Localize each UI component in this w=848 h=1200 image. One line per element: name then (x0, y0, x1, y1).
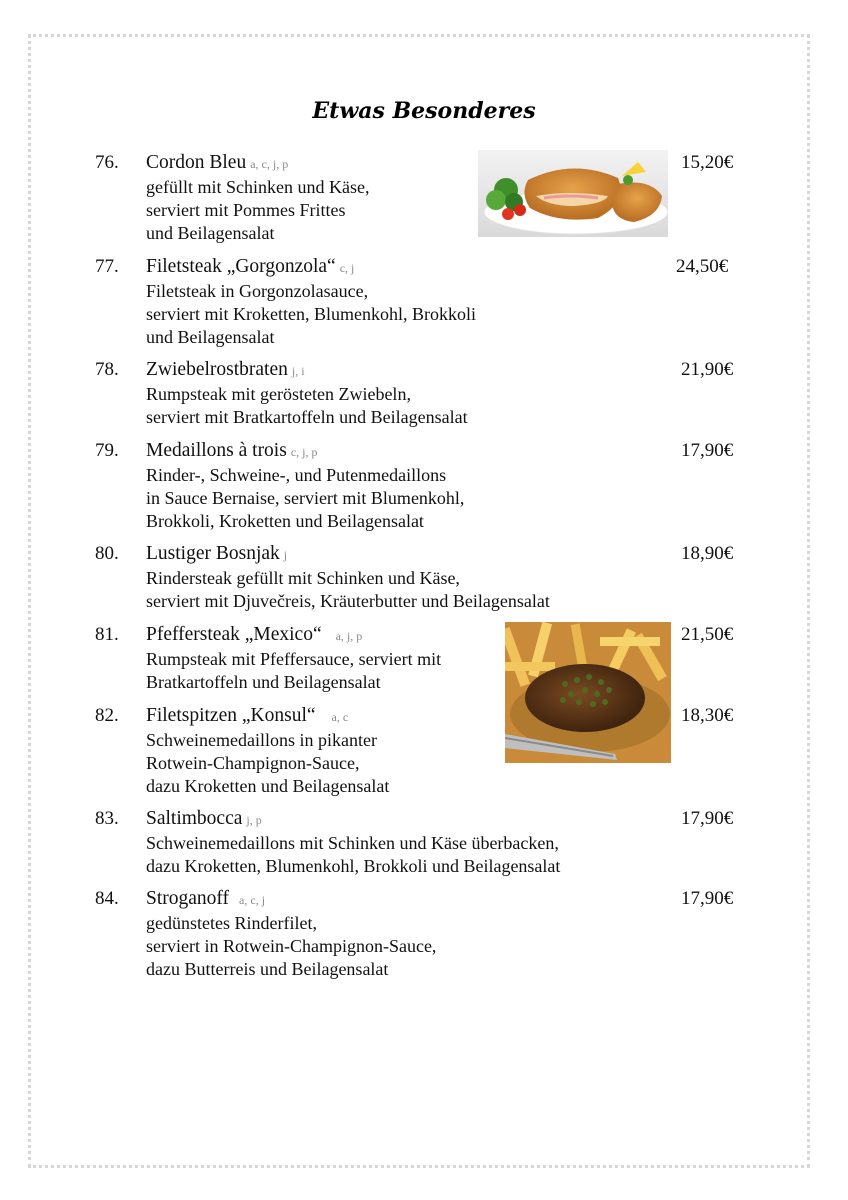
item-price: 18,30€ (681, 705, 734, 726)
item-name: Filetspitzen „Konsul“ (146, 705, 316, 726)
item-name: Pfeffersteak „Mexico“ (146, 624, 322, 645)
item-description-line: dazu Kroketten und Beilagensalat (146, 776, 390, 796)
item-number: 84. (95, 888, 119, 909)
item-price: 24,50€ (676, 256, 729, 277)
item-allergens: a, c, j (239, 893, 266, 907)
item-description-line: Bratkartoffeln und Beilagensalat (146, 672, 381, 692)
cordon-bleu-photo (478, 150, 668, 237)
item-description-line: serviert mit Pommes Frittes (146, 200, 346, 220)
item-description-line: Rumpsteak mit gerösteten Zwiebeln, (146, 384, 411, 404)
item-description-line: serviert in Rotwein-Champignon-Sauce, (146, 936, 437, 956)
item-name: Saltimbocca (146, 808, 243, 829)
item-number: 82. (95, 705, 119, 726)
item-name: Lustiger Bosnjak (146, 543, 280, 564)
item-description-line: in Sauce Bernaise, serviert mit Blumenkohl, (146, 488, 465, 508)
item-description-line: Rumpsteak mit Pfeffersauce, serviert mit (146, 649, 442, 669)
item-number: 79. (95, 440, 119, 461)
item-description-line: dazu Butterreis und Beilagensalat (146, 959, 389, 979)
item-description-line: gedünstetes Rinderfilet, (146, 913, 317, 933)
item-name: Filetsteak „Gorgonzola“ (146, 256, 336, 277)
item-allergens: c, j, p (290, 445, 318, 459)
item-name: Cordon Bleu (146, 152, 247, 173)
item-number: 81. (95, 624, 119, 645)
item-price: 17,90€ (681, 440, 734, 461)
item-description-line: und Beilagensalat (146, 223, 275, 243)
item-description-line: Filetsteak in Gorgonzolasauce, (146, 281, 369, 301)
item-description-line: und Beilagensalat (146, 327, 275, 347)
item-description-line: serviert mit Bratkartoffeln und Beilagensalat (146, 407, 468, 427)
item-allergens: j, i (291, 364, 305, 378)
item-number: 78. (95, 359, 119, 380)
item-number: 83. (95, 808, 119, 829)
item-description-line: Brokkoli, Kroketten und Beilagensalat (146, 511, 424, 531)
item-description-line: dazu Kroketten, Blumenkohl, Brokkoli und Beilagensalat (146, 856, 561, 876)
item-description-line: Rinder-, Schweine-, und Putenmedaillons (146, 465, 447, 485)
item-allergens: j (283, 548, 288, 562)
item-description-line: gefüllt mit Schinken und Käse, (146, 177, 370, 197)
item-price: 15,20€ (681, 152, 734, 173)
item-description-line: Schweinemedaillons in pikanter (146, 730, 377, 750)
item-name: Zwiebelrostbraten (146, 359, 288, 380)
item-name: Medaillons à trois (146, 440, 287, 461)
item-name: Stroganoff (146, 888, 230, 909)
item-number: 76. (95, 152, 119, 173)
item-description-line: serviert mit Kroketten, Blumenkohl, Brokkoli (146, 304, 476, 324)
item-description-line: Rindersteak gefüllt mit Schinken und Käse, (146, 568, 460, 588)
item-price: 17,90€ (681, 888, 734, 909)
item-allergens: a, j, p (335, 629, 363, 643)
item-description-line: serviert mit Djuvečreis, Kräuterbutter und Beilagensalat (146, 591, 550, 611)
item-description-line: Rotwein-Champignon-Sauce, (146, 753, 360, 773)
item-price: 21,50€ (681, 624, 734, 645)
item-price: 18,90€ (681, 543, 734, 564)
item-description-line: Schweinemedaillons mit Schinken und Käse überbacken, (146, 833, 559, 853)
item-allergens: a, c, j, p (250, 157, 289, 171)
item-price: 21,90€ (681, 359, 734, 380)
item-allergens: j, p (246, 813, 262, 827)
item-number: 80. (95, 543, 119, 564)
item-allergens: c, j (339, 261, 355, 275)
pepper-steak-photo (505, 622, 671, 763)
section-title: Etwas Besonderes (312, 98, 536, 124)
item-number: 77. (95, 256, 119, 277)
item-price: 17,90€ (681, 808, 734, 829)
item-allergens: a, c (331, 710, 349, 724)
